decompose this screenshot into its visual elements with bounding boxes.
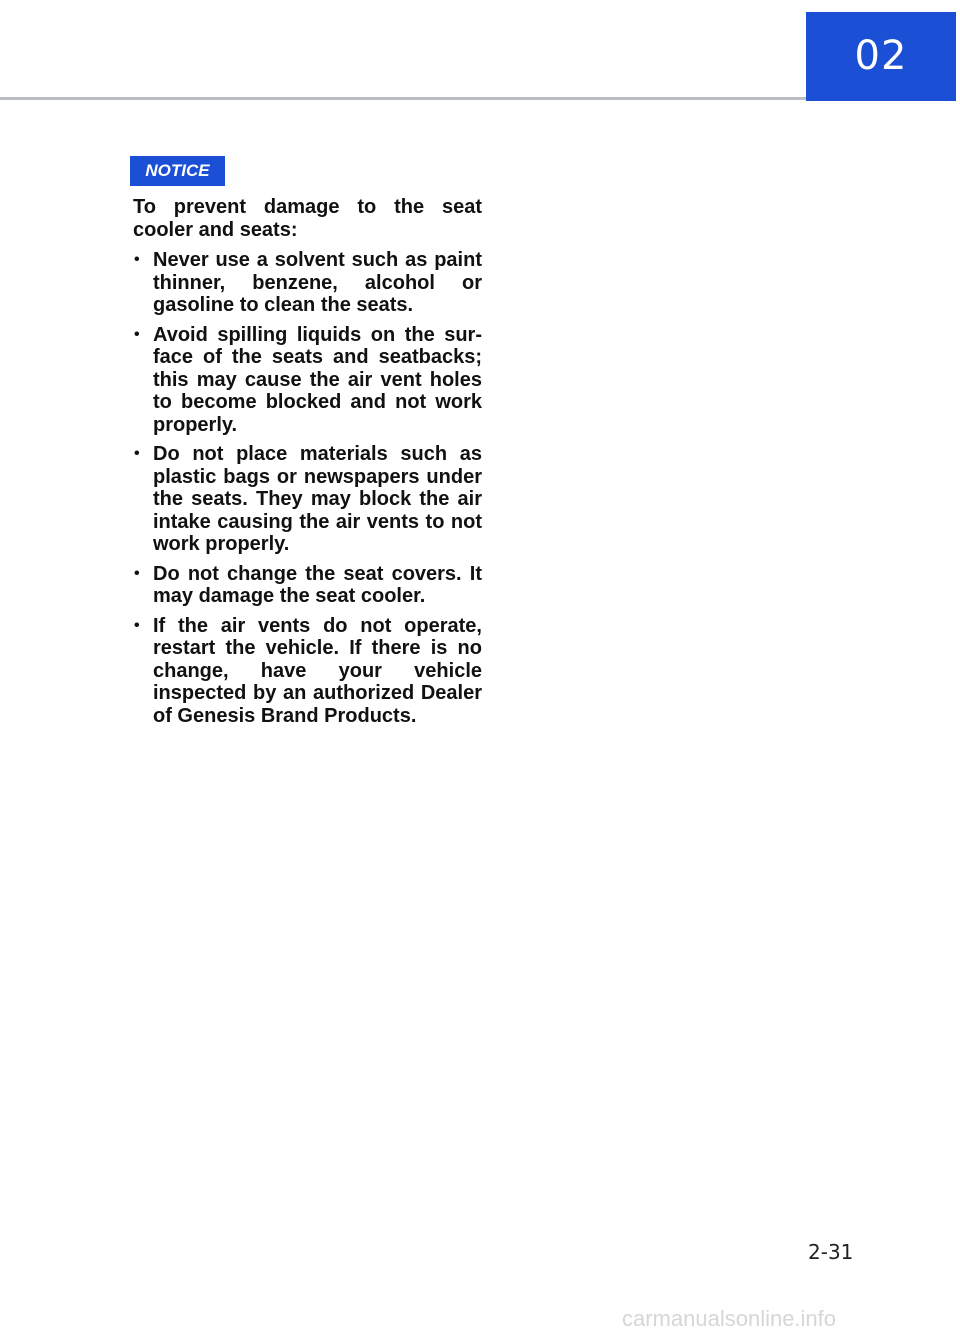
bullet-icon: • <box>134 564 140 582</box>
bullet-icon: • <box>134 325 140 343</box>
chapter-tab: 02 <box>806 12 956 101</box>
list-item-text: Do not place materials such as plastic bags or newspapers under the seats. They may block the air intake causing the air vents to not work properly. <box>153 443 482 555</box>
list-item-text: Avoid spilling liquids on the sur-face of the seats and seatbacks; this may cause the air vent holes to become blocked and not work properly. <box>153 323 482 436</box>
list-item <box>133 443 482 556</box>
bullet-icon: • <box>134 445 140 462</box>
header-rule <box>0 97 806 100</box>
page-number: 2-31 <box>808 1240 854 1264</box>
notice-badge: NOTICE <box>130 156 225 186</box>
bullet-icon: • <box>134 251 140 268</box>
list-item-text: Never use a solvent such as paint thinner, benzene, alcohol or gasoline to clean the seats. <box>153 249 482 316</box>
notice-list <box>133 249 482 727</box>
list-item-text: If the air vents do not operate, restart the vehicle. If there is no change, have your vehicle inspected by an authorized Dealer of Genesis Brand Products. <box>153 614 482 727</box>
notice-intro: To prevent damage to the seat cooler and seats: <box>133 196 482 241</box>
list-item <box>133 249 482 317</box>
watermark: carmanualsonline.info <box>622 1306 837 1331</box>
list-item <box>133 324 482 437</box>
notice-content <box>133 196 482 734</box>
list-item <box>133 615 482 728</box>
bullet-icon: • <box>134 616 140 634</box>
list-item <box>133 563 482 608</box>
list-item-text: Do not change the seat covers. It may damage the seat cooler. <box>153 562 482 607</box>
